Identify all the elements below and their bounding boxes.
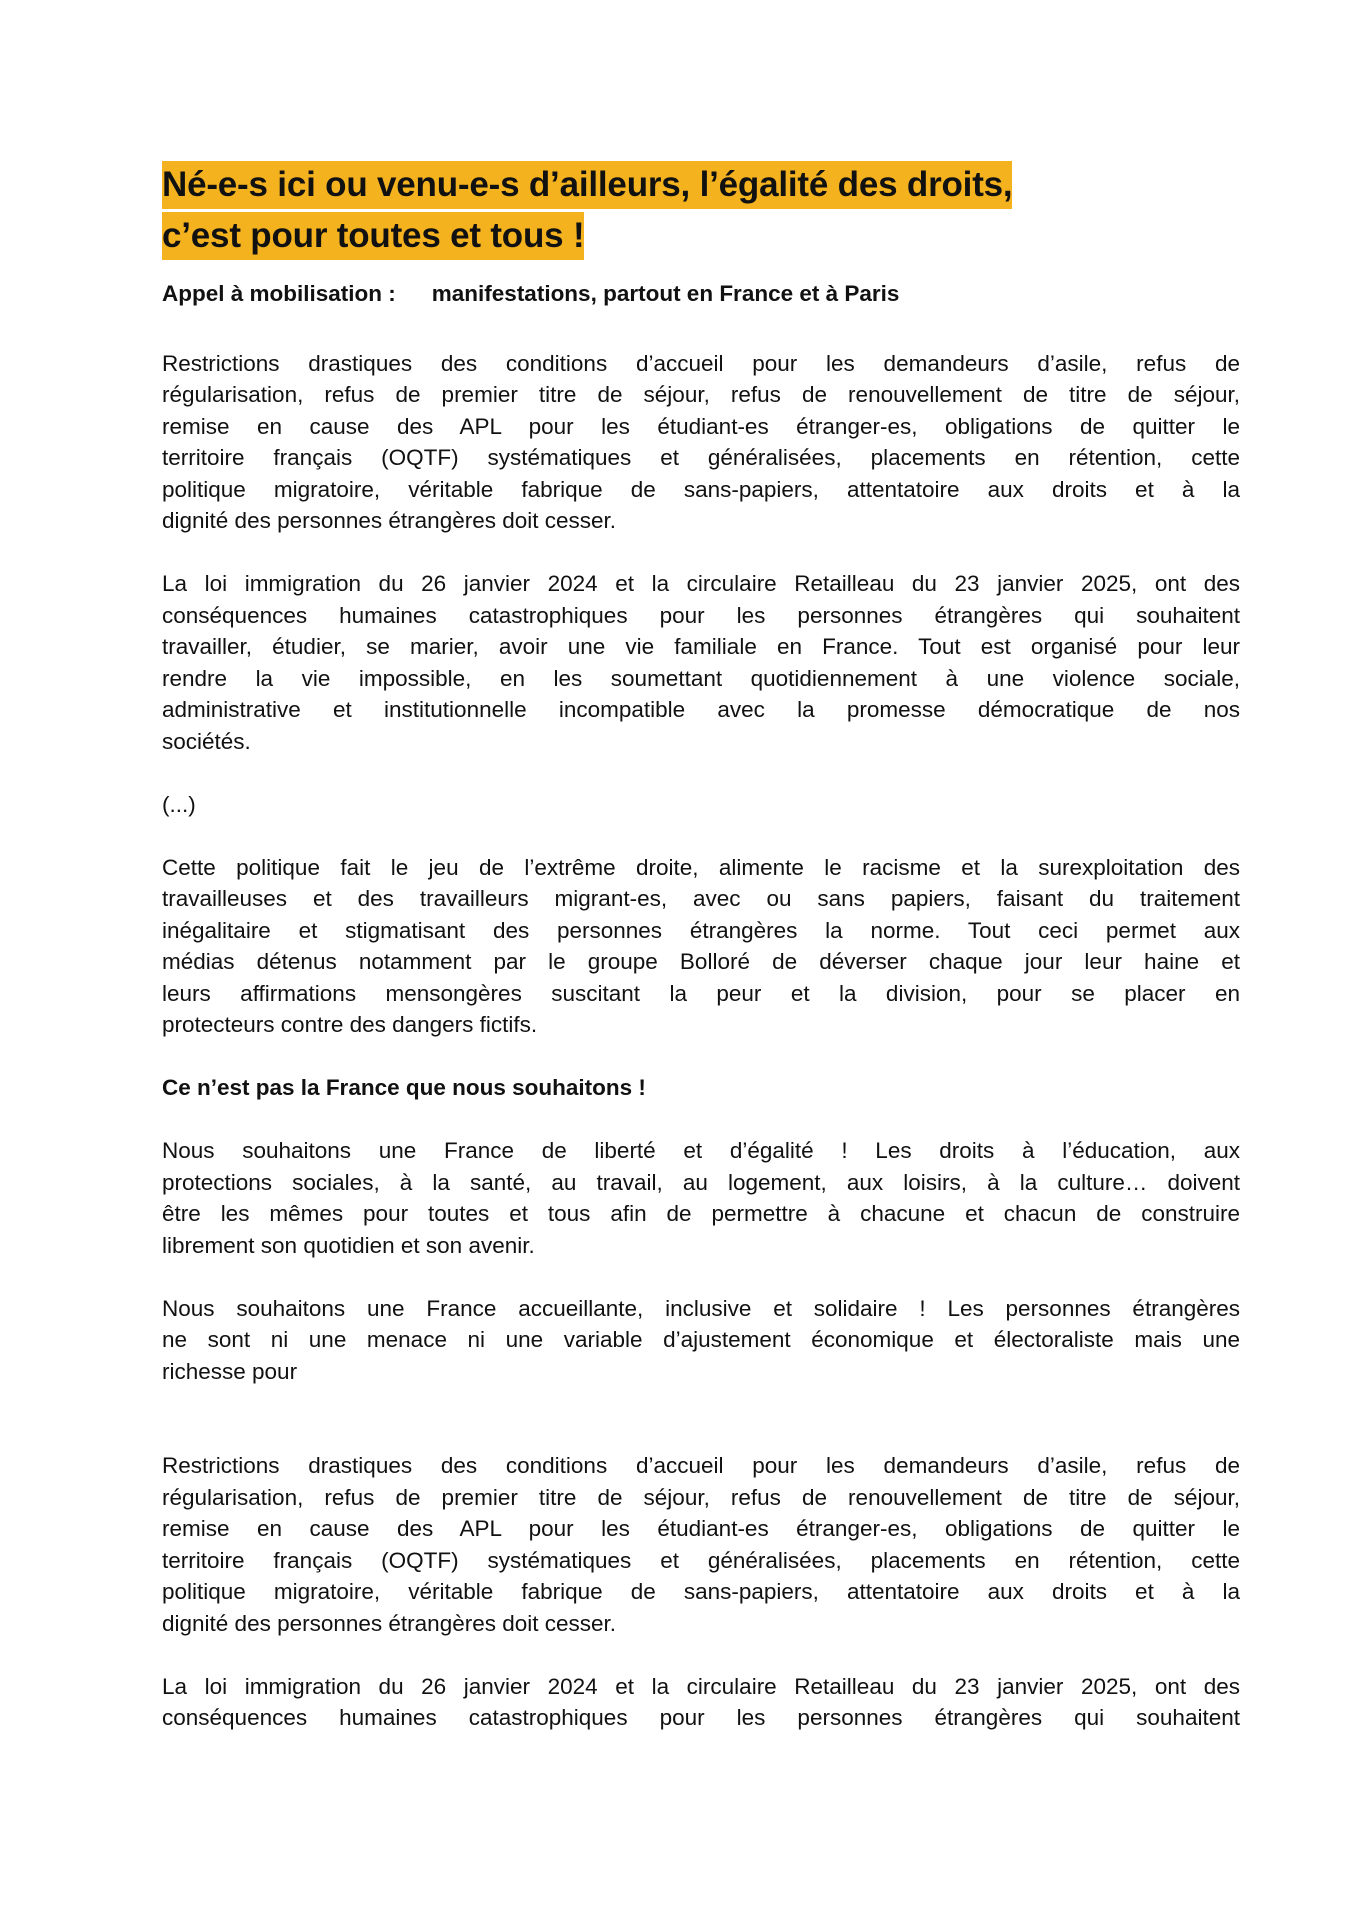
paragraph-liberte-egalite	[162, 1135, 1240, 1261]
text-line: remise en cause des APL pour les étudiant-es étranger-es, obligations de quitter le	[162, 1516, 1240, 1541]
paragraph-accueillante	[162, 1293, 1240, 1388]
text-line: politique migratoire, véritable fabrique de sans-papiers, attentatoire aux droits et à la	[162, 1579, 1240, 1604]
paragraph-ellipsis	[162, 789, 1240, 821]
text-line: médias détenus notamment par le groupe Bolloré de déverser chaque jour leur haine et	[162, 949, 1240, 974]
text-line: Nous souhaitons une France de liberté et d’égalité ! Les droits à l’éducation, aux	[162, 1138, 1240, 1163]
text-line: Restrictions drastiques des conditions d’accueil pour les demandeurs d’asile, refus de	[162, 350, 1240, 376]
text-line: administrative et institutionnelle incompatible avec la promesse démocratique de nos	[162, 697, 1240, 722]
subtitle	[162, 278, 1240, 310]
text-line: régularisation, refus de premier titre de séjour, refus de renouvellement de titre de séjour,	[162, 382, 1240, 407]
text-line: Ce n’est pas la France que nous souhaitons !	[162, 1075, 646, 1100]
text-line: Restrictions drastiques des conditions d’accueil pour les demandeurs d’asile, refus de	[162, 1453, 1240, 1478]
text-line: inégalitaire et stigmatisant des personnes étrangères la norme. Tout ceci permet aux	[162, 917, 1240, 943]
document-page	[162, 160, 1240, 1734]
text-line: protections sociales, à la santé, au travail, au logement, aux loisirs, à la culture… doivent	[162, 1169, 1240, 1195]
text-line: leurs affirmations mensongères suscitant la peur et la division, pour se placer en	[162, 980, 1240, 1006]
text-line: remise en cause des APL pour les étudiant-es étranger-es, obligations de quitter le	[162, 413, 1240, 439]
text-line: territoire français (OQTF) systématiques et généralisées, placements en rétention, cette	[162, 445, 1240, 470]
text-line: La loi immigration du 26 janvier 2024 et la circulaire Retailleau du 23 janvier 2025, ont des	[162, 571, 1240, 596]
text-line: sociétés.	[162, 728, 251, 754]
text-line: Nous souhaitons une France accueillante, inclusive et solidaire ! Les personnes étrangères	[162, 1295, 1240, 1321]
text-line: protecteurs contre des dangers fictifs.	[162, 1012, 538, 1037]
text-line: politique migratoire, véritable fabrique de sans-papiers, attentatoire aux droits et à la	[162, 476, 1240, 502]
text-line: conséquences humaines catastrophiques pour les personnes étrangères qui souhaitent	[162, 602, 1240, 628]
paragraph-loi-immigration-repeat	[162, 1671, 1240, 1734]
paragraph-loi-immigration	[162, 568, 1240, 757]
page-title	[162, 160, 1240, 262]
title-highlight: Né-e-s ici ou venu-e-s d’ailleurs, l’égalité des droits,	[162, 161, 1012, 209]
text-line: travailleuses et des travailleurs migrant-es, avec ou sans papiers, faisant du traitement	[162, 886, 1240, 911]
text-line: régularisation, refus de premier titre de séjour, refus de renouvellement de titre de séjour,	[162, 1484, 1240, 1510]
section-heading	[162, 1072, 1240, 1104]
text-line: dignité des personnes étrangères doit cesser.	[162, 1610, 617, 1636]
text-line: dignité des personnes étrangères doit cesser.	[162, 508, 617, 533]
text-line: travailler, étudier, se marier, avoir une vie familiale en France. Tout est organisé pour leur	[162, 634, 1240, 659]
text-line: richesse pour	[162, 1358, 298, 1384]
text-line: être les mêmes pour toutes et tous afin de permettre à chacune et chacun de construire	[162, 1201, 1240, 1226]
text-line: territoire français (OQTF) systématiques et généralisées, placements en rétention, cette	[162, 1547, 1240, 1573]
text-line: librement son quotidien et son avenir.	[162, 1232, 535, 1258]
text-line: La loi immigration du 26 janvier 2024 et la circulaire Retailleau du 23 janvier 2025, ont des	[162, 1673, 1240, 1699]
title-line-2	[162, 211, 1240, 262]
text-line: ne sont ni une menace ni une variable d’ajustement économique et électoraliste mais une	[162, 1327, 1240, 1352]
text-line: Cette politique fait le jeu de l’extrême droite, alimente le racisme et la surexploitation des	[162, 854, 1240, 880]
subtitle-text: manifestations, partout en France et à Paris	[431, 281, 900, 306]
title-highlight: c’est pour toutes et tous !	[162, 212, 584, 260]
paragraph-restrictions	[162, 348, 1240, 537]
title-line-1	[162, 160, 1240, 211]
text-line: conséquences humaines catastrophiques pour les personnes étrangères qui souhaitent	[162, 1705, 1240, 1730]
paragraph-extreme-droite	[162, 852, 1240, 1041]
paragraph-restrictions-repeat	[162, 1450, 1240, 1639]
subtitle-label: Appel à mobilisation :	[162, 281, 396, 306]
text-line: rendre la vie impossible, en les soumettant quotidiennement à une violence sociale,	[162, 665, 1240, 691]
text-line: (...)	[162, 791, 196, 817]
